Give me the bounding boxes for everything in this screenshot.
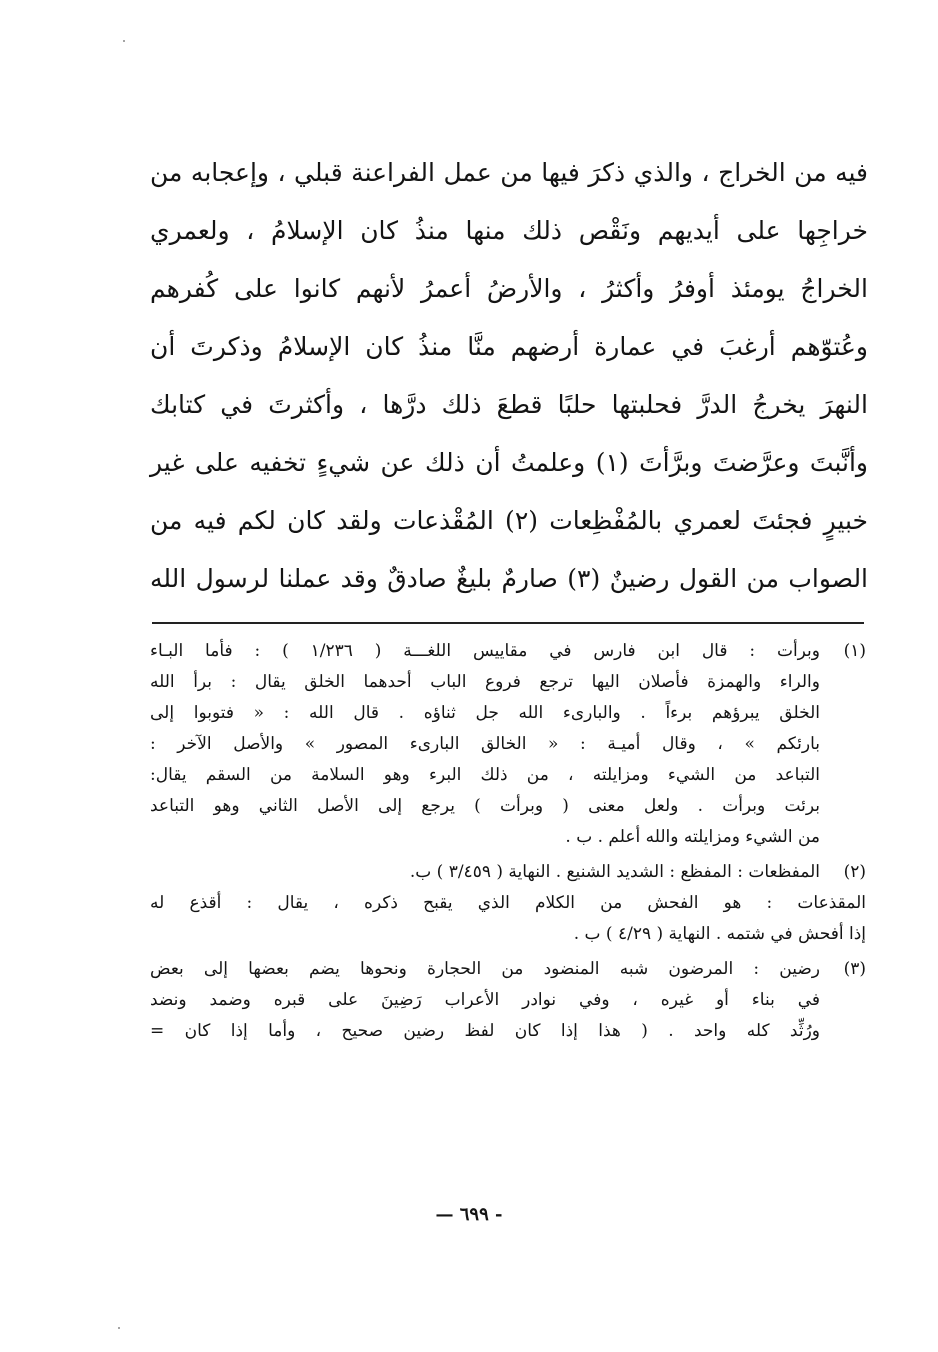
footnote-number: (١) (843, 641, 866, 661)
scan-speck (123, 40, 125, 42)
footnote-1 (150, 636, 866, 853)
footnote-line: المفظعات : المفظع : الشديد الشنيع . النهاية ( ٣/٤٥٩ ) ب. (409, 862, 820, 882)
main-text-line: فيه من الخراج ، والذي ذكرَ فيها من عمل الفراعنة قبلي ، وإعجابه من (150, 158, 868, 187)
footnote-line: والراء والهمزة فأصلان اليها ترجع فروع الباب أحدهما الخلق يقال : برأ الله (150, 672, 820, 692)
footnote-line: بارئكم » ، وقال أميـة : « الخالق البارىء المصور » والأصل الآخر : (150, 734, 820, 754)
main-text (150, 144, 868, 608)
main-text-line: النهرَ يخرجُ الدرَّ فحلبتها حلبًا قطعَ ذلك درَّها ، وأكثرتَ في كتابك (150, 390, 868, 419)
main-text-line: الخراجُ يومئذ أوفرُ وأكثرُ ، والأرضُ أعمرُ لأنهم كانوا على كُفرهم (150, 274, 868, 303)
footnote-line: التباعد من الشيء ومزايلته ، من ذلك البرء وهو السلامة من السقم يقال: (150, 765, 820, 785)
footnote-3 (150, 954, 866, 1047)
footnote-2 (150, 857, 866, 950)
footnote-line: في بناء أو غيره ، وفي نوادر الأعراب رَضِينَ على قبره وضمد ونضد (150, 990, 820, 1010)
footnote-line: المقذعات : هو الفحش من الكلام الذي يقبح ذكره ، يقال : أقذع له (150, 893, 866, 913)
footnote-line: رضين : المرضون شبه المنضود من الحجارة ونحوها يضم بعضها إلى بعض (150, 959, 820, 979)
footnote-line: من الشيء ومزايلته والله أعلم . ب . (565, 827, 820, 847)
main-text-line: خبيرٍ فجئتَ لعمري بالمُفْظِعات (٢) المُقْذعات ولقد كان لكم فيه من (150, 506, 869, 535)
footnote-line: إذا أفحش في شتمه . النهاية ( ٤/٢٩ ) ب . (573, 924, 866, 944)
main-text-line: وعُتوّهم أرغبَ في عمارة أرضهم منَّا منذُ كان الإسلامُ وذكرتَ أن (150, 332, 868, 361)
main-text-line: خراجِها على أيديهم ونَقْص ذلك منها منذُ كان الإسلامُ ، ولعمري (150, 216, 868, 245)
footnote-number: (٢) (843, 862, 866, 882)
footnote-divider (152, 622, 864, 624)
page-number: — ٦٩٩ - (435, 1204, 503, 1225)
footnotes (150, 636, 866, 1047)
main-text-line: الصواب من القول رضينٌ (٣) صارمٌ بليغٌ صادقٌ وقد عملنا لرسول الله (150, 564, 869, 593)
footnote-number: (٣) (843, 959, 866, 979)
footnote-line: ورُثِّد كله واحد . ( هذا إذا كان لفظ رضين صحيح ، وأما إذا كان = (150, 1021, 820, 1041)
main-text-line: وأنَّبتَ وعرَّضتَ وبرَّأتَ (١) وعلمتُ أن ذلك عن شيءٍ تخفيه على غير (150, 448, 869, 477)
footnote-line: الخلق يبرؤهم برءاً . والبارىء الله جل ثناؤه . قال الله : « فتوبوا إلى (150, 703, 820, 723)
scan-speck (118, 1327, 120, 1329)
footnote-line: وبرأت : قال ابن فارس في مقاييس اللغـــة ( ١/٢٣٦ ) : فأما البـاء (150, 641, 820, 661)
footnote-line: برئت وبرأت . ولعل معنى ( وبرأت ) يرجع إلى الأصل الثاني وهو التباعد (150, 796, 820, 816)
